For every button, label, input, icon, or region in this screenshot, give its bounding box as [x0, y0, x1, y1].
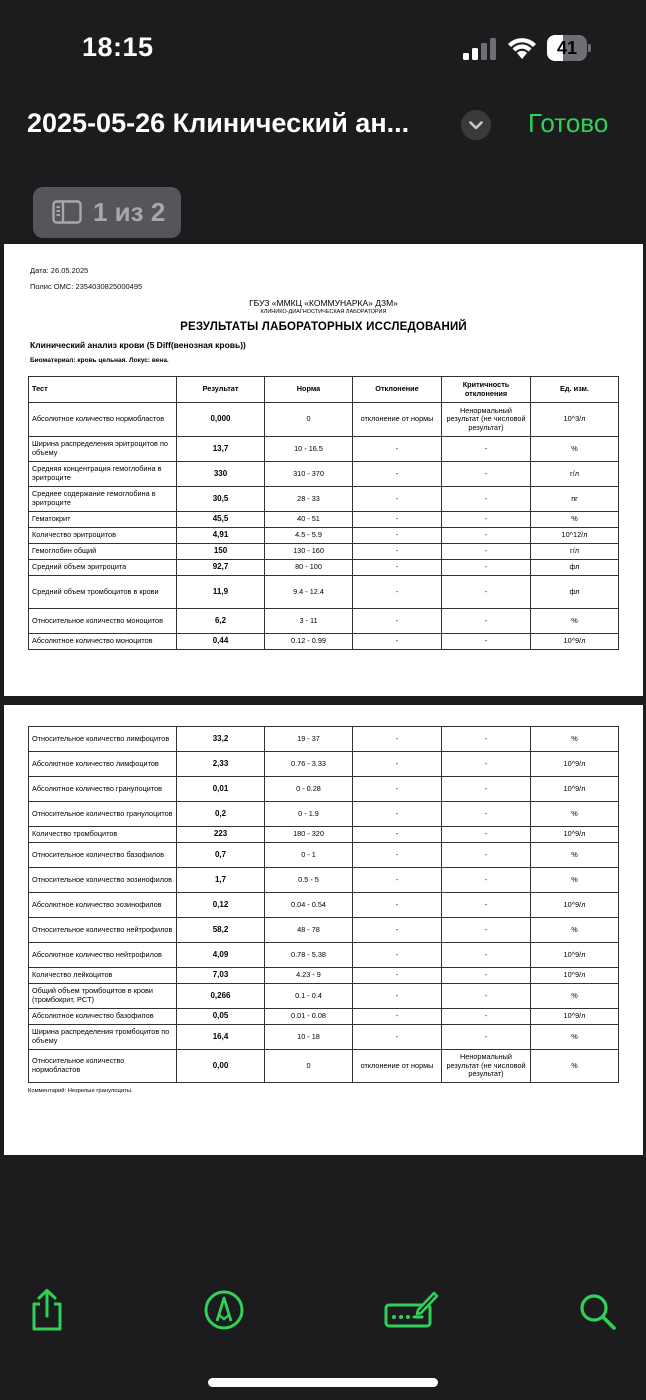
- cell-criticality: -: [442, 943, 531, 968]
- table-row: [29, 560, 619, 576]
- cell-norm: 180 - 320: [265, 827, 353, 843]
- cell-criticality: -: [442, 634, 531, 650]
- cell-test: Абсолютное количество лимфоцитов: [29, 752, 177, 777]
- cell-deviation: -: [353, 1025, 442, 1050]
- cell-test: Относительное количество гранулоцитов: [29, 802, 177, 827]
- cell-test: Количество эритроцитов: [29, 528, 177, 544]
- status-time: 18:15: [82, 32, 154, 62]
- cell-test: Относительное количество эозинофилов: [29, 868, 177, 893]
- cell-result: 7,03: [177, 968, 265, 984]
- table-row: [29, 802, 619, 827]
- page-indicator[interactable]: [33, 187, 181, 238]
- cell-deviation: отклонение от нормы: [353, 1050, 442, 1083]
- document-title[interactable]: 2025-05-26 Клинический ан...: [27, 108, 410, 138]
- battery-cap: [588, 44, 591, 52]
- cell-criticality: -: [442, 576, 531, 609]
- cell-unit: фл: [531, 576, 619, 609]
- signature-icon[interactable]: [384, 1288, 440, 1332]
- cell-test: Относительное количество лимфоцитов: [29, 727, 177, 752]
- table-row: [29, 437, 619, 462]
- cell-test: Средний объем эритроцита: [29, 560, 177, 576]
- cell-result: 0,2: [177, 802, 265, 827]
- cell-test: Количество лейкоцитов: [29, 968, 177, 984]
- cell-unit: 10^12/л: [531, 528, 619, 544]
- table-row: [29, 487, 619, 512]
- cell-deviation: -: [353, 462, 442, 487]
- cell-unit: 10^9/л: [531, 777, 619, 802]
- cell-unit: %: [531, 918, 619, 943]
- cell-unit: %: [531, 437, 619, 462]
- cell-criticality: -: [442, 1025, 531, 1050]
- table-row: [29, 918, 619, 943]
- cell-unit: %: [531, 1050, 619, 1083]
- header-result: Результат: [177, 377, 265, 403]
- cell-result: 33,2: [177, 727, 265, 752]
- table-row: [29, 943, 619, 968]
- cell-result: 92,7: [177, 560, 265, 576]
- cell-deviation: -: [353, 802, 442, 827]
- table-row: [29, 1009, 619, 1025]
- cell-result: 45,5: [177, 512, 265, 528]
- cell-norm: 4.5 - 5.9: [265, 528, 353, 544]
- cell-test: Абсолютное количество гранулоцитов: [29, 777, 177, 802]
- sidebar-icon: [52, 200, 82, 224]
- header-test: Тест: [29, 377, 177, 403]
- wifi-icon: [506, 36, 538, 60]
- cell-norm: 310 - 370: [265, 462, 353, 487]
- table-row: [29, 634, 619, 650]
- battery-icon: [547, 35, 587, 61]
- cell-criticality: -: [442, 777, 531, 802]
- cell-deviation: -: [353, 843, 442, 868]
- cell-norm: 48 - 78: [265, 918, 353, 943]
- cell-result: 11,9: [177, 576, 265, 609]
- cell-criticality: -: [442, 609, 531, 634]
- report-date: Дата: 26.05.2025: [30, 266, 89, 275]
- cell-unit: 10^9/л: [531, 827, 619, 843]
- search-icon[interactable]: [578, 1288, 618, 1332]
- cell-norm: 0.04 - 0.54: [265, 893, 353, 918]
- cell-criticality: Ненормальный результат (не числовой результат): [442, 403, 531, 437]
- table-row: [29, 727, 619, 752]
- cell-criticality: -: [442, 802, 531, 827]
- cell-unit: фл: [531, 560, 619, 576]
- cell-deviation: -: [353, 752, 442, 777]
- cell-norm: 19 - 37: [265, 727, 353, 752]
- cell-unit: г/л: [531, 462, 619, 487]
- table-row: [29, 609, 619, 634]
- cell-norm: 0: [265, 1050, 353, 1083]
- cell-deviation: -: [353, 868, 442, 893]
- report-title: РЕЗУЛЬТАТЫ ЛАБОРАТОРНЫХ ИССЛЕДОВАНИЙ: [180, 321, 467, 333]
- chevron-down-icon[interactable]: [461, 110, 491, 140]
- home-indicator: [208, 1378, 438, 1387]
- header-deviation: Отклонение: [353, 377, 442, 403]
- report-organization: ГБУЗ «ММКЦ «КОММУНАРКА» ДЗМ»: [249, 298, 398, 308]
- cell-test: Абсолютное количество нормобластов: [29, 403, 177, 437]
- cell-criticality: -: [442, 544, 531, 560]
- cell-deviation: -: [353, 777, 442, 802]
- cell-criticality: -: [442, 528, 531, 544]
- cell-result: 4,91: [177, 528, 265, 544]
- cell-unit: %: [531, 1025, 619, 1050]
- cell-criticality: -: [442, 868, 531, 893]
- cell-unit: %: [531, 984, 619, 1009]
- cell-deviation: -: [353, 984, 442, 1009]
- cell-deviation: -: [353, 437, 442, 462]
- cell-test: Относительное количество базофилов: [29, 843, 177, 868]
- cell-criticality: -: [442, 827, 531, 843]
- cell-unit: г/л: [531, 544, 619, 560]
- cell-test: Гематокрит: [29, 512, 177, 528]
- cell-deviation: -: [353, 1009, 442, 1025]
- cell-criticality: -: [442, 512, 531, 528]
- cell-deviation: -: [353, 487, 442, 512]
- cell-unit: пг: [531, 487, 619, 512]
- cell-deviation: -: [353, 609, 442, 634]
- cell-criticality: -: [442, 968, 531, 984]
- table-row: [29, 827, 619, 843]
- cell-criticality: -: [442, 1009, 531, 1025]
- cell-unit: %: [531, 868, 619, 893]
- battery-level-text: 41: [556, 38, 578, 58]
- cell-deviation: -: [353, 576, 442, 609]
- document-page-2[interactable]: [4, 705, 643, 1155]
- cell-criticality: -: [442, 893, 531, 918]
- cell-result: 1,7: [177, 868, 265, 893]
- table-row: [29, 968, 619, 984]
- cell-norm: 130 - 160: [265, 544, 353, 560]
- cell-unit: %: [531, 512, 619, 528]
- cell-result: 223: [177, 827, 265, 843]
- cell-criticality: -: [442, 984, 531, 1009]
- cell-test: Ширина распределения эритроцитов по объему: [29, 437, 177, 462]
- cell-result: 16,4: [177, 1025, 265, 1050]
- table-header-row: [29, 377, 619, 403]
- cell-criticality: -: [442, 918, 531, 943]
- cell-norm: 0.78 - 5.38: [265, 943, 353, 968]
- cell-result: 58,2: [177, 918, 265, 943]
- cell-test: Среднее содержание гемоглобина в эритроците: [29, 487, 177, 512]
- header-criticality: Критичность отклонения: [442, 377, 531, 403]
- table-row: [29, 544, 619, 560]
- cell-norm: 3 - 11: [265, 609, 353, 634]
- cell-deviation: -: [353, 827, 442, 843]
- table-row: [29, 984, 619, 1009]
- cell-result: 0,7: [177, 843, 265, 868]
- cell-result: 2,33: [177, 752, 265, 777]
- biomaterial-line: Биоматериал: кровь цельная. Локус: вена.: [30, 357, 169, 364]
- cell-deviation: -: [353, 943, 442, 968]
- cell-unit: %: [531, 843, 619, 868]
- navigation-bar: [0, 96, 646, 156]
- table-row: [29, 893, 619, 918]
- header-norm: Норма: [265, 377, 353, 403]
- cell-criticality: -: [442, 843, 531, 868]
- cell-deviation: -: [353, 727, 442, 752]
- cell-unit: 10^9/л: [531, 893, 619, 918]
- battery-indicator: [547, 35, 591, 61]
- cell-result: 4,09: [177, 943, 265, 968]
- report-policy: Полис ОМС: 2354030825000495: [30, 282, 143, 291]
- cell-unit: 10^9/л: [531, 752, 619, 777]
- cell-deviation: -: [353, 560, 442, 576]
- cell-test: Абсолютное количество базофилов: [29, 1009, 177, 1025]
- cell-norm: 80 - 100: [265, 560, 353, 576]
- cell-unit: %: [531, 727, 619, 752]
- cell-criticality: -: [442, 560, 531, 576]
- cell-test: Относительное количество моноцитов: [29, 609, 177, 634]
- cell-result: 0,01: [177, 777, 265, 802]
- cell-norm: 4.23 - 9: [265, 968, 353, 984]
- cell-norm: 0.5 - 5: [265, 868, 353, 893]
- analysis-name: Клинический анализ крови (5 Diff(венозная кровь)): [30, 340, 246, 350]
- cell-deviation: отклонение от нормы: [353, 403, 442, 437]
- cell-unit: 10^9/л: [531, 1009, 619, 1025]
- table-row: [29, 462, 619, 487]
- cell-test: Гемоглобин общий: [29, 544, 177, 560]
- cell-result: 30,5: [177, 487, 265, 512]
- cell-norm: 0.01 - 0.08: [265, 1009, 353, 1025]
- table-row: [29, 576, 619, 609]
- done-button[interactable]: Готово: [528, 108, 609, 138]
- cell-test: Абсолютное количество нейтрофилов: [29, 943, 177, 968]
- status-bar: [0, 0, 646, 96]
- cell-test: Средняя концентрация гемоглобина в эритроците: [29, 462, 177, 487]
- share-icon[interactable]: [27, 1288, 67, 1332]
- table-row: [29, 843, 619, 868]
- cell-criticality: -: [442, 752, 531, 777]
- cell-result: 0,44: [177, 634, 265, 650]
- cell-criticality: -: [442, 727, 531, 752]
- cell-result: 0,00: [177, 1050, 265, 1083]
- cell-criticality: -: [442, 462, 531, 487]
- cell-criticality: Ненормальный результат (не числовой результат): [442, 1050, 531, 1083]
- bottom-toolbar: [0, 1270, 646, 1350]
- cell-test: Ширина распределения тромбоцитов по объему: [29, 1025, 177, 1050]
- table-row: [29, 868, 619, 893]
- table-row: [29, 1025, 619, 1050]
- cell-deviation: -: [353, 528, 442, 544]
- cell-result: 0,266: [177, 984, 265, 1009]
- cell-norm: 10 - 16.5: [265, 437, 353, 462]
- cell-unit: 10^3/л: [531, 403, 619, 437]
- cell-norm: 0: [265, 403, 353, 437]
- cell-unit: %: [531, 802, 619, 827]
- cell-test: Количество тромбоцитов: [29, 827, 177, 843]
- cell-deviation: -: [353, 968, 442, 984]
- cell-deviation: -: [353, 918, 442, 943]
- page-indicator-label: 1 из 2: [93, 197, 166, 227]
- cell-unit: 10^9/л: [531, 634, 619, 650]
- cell-result: 6,2: [177, 609, 265, 634]
- cell-criticality: -: [442, 437, 531, 462]
- cell-norm: 40 - 51: [265, 512, 353, 528]
- cell-result: 0,05: [177, 1009, 265, 1025]
- cell-deviation: -: [353, 512, 442, 528]
- cell-norm: 0 - 1.9: [265, 802, 353, 827]
- cell-norm: 0.1 - 0.4: [265, 984, 353, 1009]
- cell-norm: 0.12 - 0.99: [265, 634, 353, 650]
- table-row: [29, 528, 619, 544]
- cell-unit: %: [531, 609, 619, 634]
- cellular-signal-icon: [463, 38, 497, 60]
- table-row: [29, 403, 619, 437]
- cell-norm: 0 - 1: [265, 843, 353, 868]
- cell-unit: 10^9/л: [531, 943, 619, 968]
- cell-result: 150: [177, 544, 265, 560]
- cell-deviation: -: [353, 893, 442, 918]
- results-table-page-1: [28, 376, 619, 650]
- cell-norm: 28 - 33: [265, 487, 353, 512]
- cell-test: Абсолютное количество моноцитов: [29, 634, 177, 650]
- table-row: [29, 777, 619, 802]
- cell-result: 13,7: [177, 437, 265, 462]
- cell-test: Относительное количество нормобластов: [29, 1050, 177, 1083]
- header-unit: Ед. изм.: [531, 377, 619, 403]
- results-table-page-2: [28, 726, 619, 1083]
- cell-test: Абсолютное количество эозинофилов: [29, 893, 177, 918]
- report-comment: Комментарий: Незрелые гранулоциты.: [28, 1088, 133, 1094]
- cell-norm: 0 - 0.28: [265, 777, 353, 802]
- cell-result: 0,000: [177, 403, 265, 437]
- cell-test: Относительное количество нейтрофилов: [29, 918, 177, 943]
- cell-result: 330: [177, 462, 265, 487]
- cell-unit: 10^9/л: [531, 968, 619, 984]
- cell-criticality: -: [442, 487, 531, 512]
- cell-norm: 0.76 - 3.33: [265, 752, 353, 777]
- markup-icon[interactable]: [203, 1288, 245, 1332]
- report-laboratory: КЛИНИКО-ДИАГНОСТИЧЕСКАЯ ЛАБОРАТОРИЯ: [260, 309, 387, 315]
- cell-test: Общий объем тромбоцитов в крови (тромбокрит, PCT): [29, 984, 177, 1009]
- cell-norm: 9.4 - 12.4: [265, 576, 353, 609]
- table-row: [29, 512, 619, 528]
- table-row: [29, 752, 619, 777]
- table-row: [29, 1050, 619, 1083]
- cell-deviation: -: [353, 544, 442, 560]
- cell-deviation: -: [353, 634, 442, 650]
- cell-norm: 10 - 18: [265, 1025, 353, 1050]
- document-page-1[interactable]: [4, 244, 643, 696]
- cell-test: Средний объем тромбоцитов в крови: [29, 576, 177, 609]
- cell-result: 0,12: [177, 893, 265, 918]
